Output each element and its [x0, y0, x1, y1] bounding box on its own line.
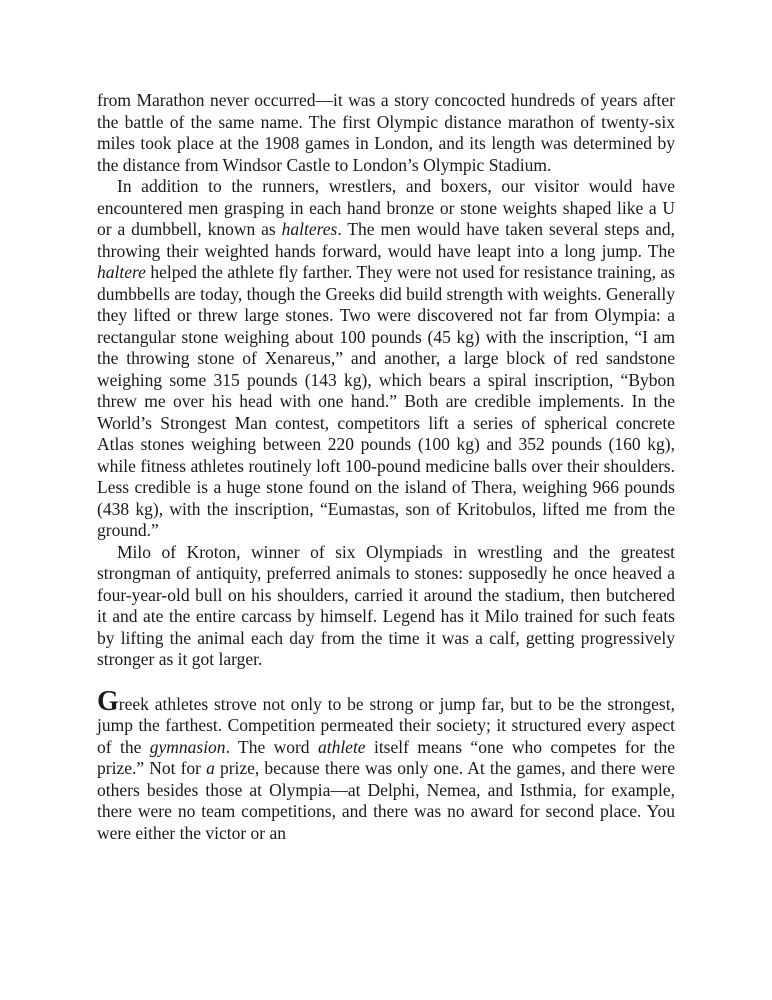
italic-term-a: a — [206, 758, 215, 778]
paragraph-1 — [97, 90, 675, 176]
paragraph-3 — [97, 542, 675, 671]
paragraph-2 — [97, 176, 675, 542]
paragraph-text: Milo of Kroton, winner of six Olympiads in wrestling and the greatest strongman of antiquity, preferred animals to stones: supposedly he once heaved a four-year-old bull on his shoulders, carried it around the stadium, then butchered it and ate the entire carcass by himself. Legend has it Milo trained for such feats by lifting the animal each day from the time it was a calf, getting progressively stronger as it got larger. — [97, 541, 675, 669]
paragraph-text: itself means “one who competes for the prize.” Not for — [97, 736, 675, 778]
paragraph-text: reek athletes strove not only to be strong or jump far, but to be the strongest, jump the farthest. Competition permeated their society; it structured every aspect of the — [97, 693, 675, 757]
document-page — [97, 90, 675, 844]
paragraph-text: from Marathon never occurred—it was a story concocted hundreds of years after the battle of the same name. The first Olympic distance marathon of twenty-six miles took place at the 1908 games in London, and its length was determined by the distance from Windsor Castle to London’s Olympic Stadium. — [97, 90, 675, 175]
paragraph-text: . The men would have taken several steps and, throwing their weighted hands forward, would have leapt into a long jump. The — [97, 219, 675, 261]
italic-term-haltere: haltere — [97, 262, 146, 282]
paragraph-text: In addition to the runners, wrestlers, and boxers, our visitor would have encountered men grasping in each hand bronze or stone weights shaped like a U or a dumbbell, known as — [97, 176, 675, 239]
paragraph-4 — [97, 685, 675, 845]
italic-term-halteres: halteres — [281, 219, 338, 239]
drop-cap: G — [97, 685, 119, 717]
paragraph-text: helped the athlete fly farther. They were not used for resistance training, as dumbbells are today, though the Greeks did build strength with weights. Generally they lifted or threw large stones. Two were discovered not far from Olympia: a rectangular stone weighing about 100 pounds (45 kg) with the inscription, “I am the throwing stone of Xenareus,” and another, a large block of red sandstone weighing some 315 pounds (143 kg), which bears a spiral inscription, “Bybon threw me over his head with one hand.” Both are credible implements. In the World’s Strongest Man contest, competitors lift a series of spherical concrete Atlas stones weighing between 220 pounds (100 kg) and 352 pounds (160 kg), while fitness athletes routinely loft 100-pound medicine balls over their shoulders. Less credible is a huge stone found on the island of Thera, weighing 966 pounds (438 kg), with the inscription, “Eumastas, son of Kritobulos, lifted me from the ground.” — [97, 262, 675, 540]
italic-term-athlete: athlete — [317, 736, 366, 757]
paragraph-text: . The word — [225, 736, 318, 757]
italic-term-gymnasion: gymnasion — [149, 736, 226, 757]
paragraph-text: prize, because there was only one. At the games, and there were others besides those at Olympia—at Delphi, Nemea, and Isthmia, for example, there were no team competitions, and there was no award for second place. You were either the victor or an — [97, 758, 675, 843]
